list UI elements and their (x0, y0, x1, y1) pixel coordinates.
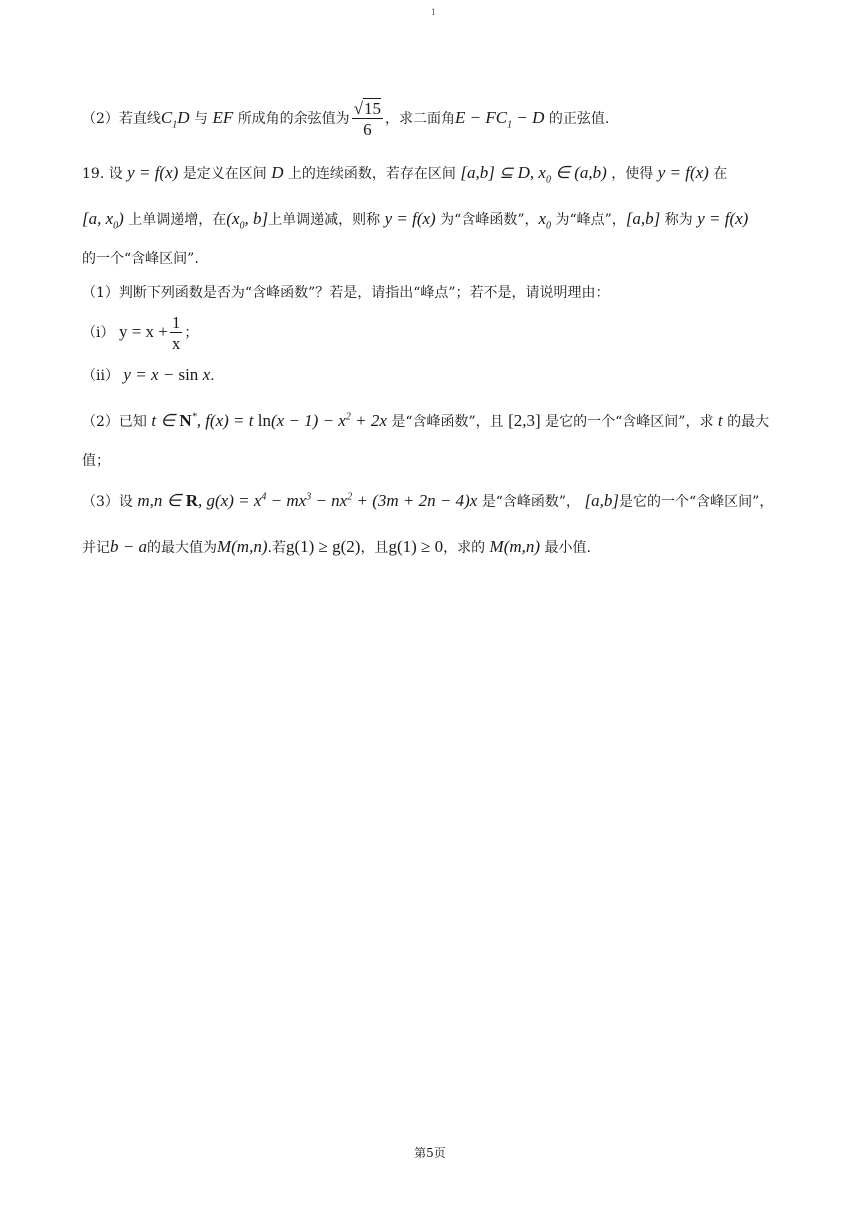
q19-part1: （1）判断下列函数是否为“含峰函数”？若是，请指出“峰点”；若不是，请说明理由： (82, 285, 610, 301)
formula-ab: [a,b] (625, 209, 661, 228)
fraction-1-over-x: $\frac{1}{x}$ (171, 313, 181, 353)
formula-y-fx-2: y = f(x) (657, 163, 709, 182)
formula-interval: [a,b] ⊆ D, $x_0$ ∈ (a,b) (460, 163, 607, 186)
text: （2）若直线 (82, 111, 161, 127)
page-marker: 1 (431, 8, 437, 17)
formula-g1-ge-0: g(1) ≥ 0 (388, 537, 444, 556)
formula-ab-2: [a,b] (584, 491, 619, 510)
text: 与 (194, 111, 208, 127)
formula-t: t (717, 411, 723, 430)
formula-x-minus-sinx: y = x − sin x (123, 365, 211, 384)
formula-c1d: $C_1D$ (160, 108, 190, 131)
text: 的正弦值. (548, 111, 610, 127)
formula-y-fx-3: y = f(x) (384, 209, 436, 228)
formula-b-minus-a: b − a (110, 537, 147, 556)
q19-part1-ii: （ii） y = x − sin x. (82, 365, 215, 384)
q19-line2: [a, $x_0$) 上单调递增，在($x_0$, b]上单调递减，则称 y = f(x) 为“含峰函数”，$x_0$ 为“峰点”，[a,b] 称为 y = f(x) (82, 209, 749, 232)
q19-part1-i: （i） y = x + $\frac{1}{x}$ ； (82, 313, 199, 353)
question-number: 19. (82, 166, 105, 182)
fraction-sqrt15-over-6: $\frac{√15}{6}$ (353, 99, 382, 139)
q19-part2-cont: 值； (82, 453, 110, 469)
text: ，求二面角 (385, 111, 456, 127)
q19-line1: 19. 设 y = f(x) 是定义在区间 D 上的连续函数，若存在区间 [a,b] ⊆ D, $x_0$ ∈ (a,b) ，使得 y = f(x) 在 (82, 163, 728, 186)
formula-mmn-2: M(m,n) (489, 537, 541, 556)
formula-x0-b: ($x_0$, b] (226, 209, 269, 232)
q19-line3: 的一个“含峰区间”. (82, 251, 199, 267)
formula-a-x0: [a, $x_0$) (82, 209, 124, 232)
q19-part2: （2）已知 t ∈ N*, f(x) = t $\ln(x - 1) - x^2 + 2x$ 是“含峰函数”，且 [2,3] 是它的一个“含峰区间”，求 t 的最大 (82, 411, 770, 430)
text: 所成角的余弦值为 (237, 111, 350, 127)
formula-t-fx: t ∈ N*, f(x) = t $\ln(x - 1) - x^2 + 2x$ (151, 411, 387, 430)
q19-part3: （3）设 m,n ∈ R, $g(x) = x^4 - mx^3 - nx^2 + (3m + 2n - 4)x$ 是“含峰函数”， [a,b]是它的一个“含峰区间”， (82, 491, 774, 510)
formula-ef: EF (212, 108, 234, 127)
page-footer: 第5页 (414, 1146, 446, 1160)
formula-g1-ge-g2: g(1) ≥ g(2) (285, 537, 361, 556)
formula-mmn: M(m,n) (216, 537, 268, 556)
formula-x-plus-1-over-x: y = x + (118, 322, 168, 341)
formula-d: D (271, 163, 284, 182)
formula-x0: $x_0$ (538, 209, 552, 232)
prev-problem-part2 (82, 100, 609, 138)
formula-dihedral: $E - FC_1 - D$ (455, 108, 545, 131)
formula-y-fx-4: y = f(x) (697, 209, 749, 228)
formula-gx: m,n ∈ R, $g(x) = x^4 - mx^3 - nx^2 + (3m + 2n - 4)x$ (137, 491, 478, 510)
formula-2-3: [2,3] (508, 411, 541, 430)
formula-y-fx: y = f(x) (127, 163, 179, 182)
q19-part3-cont: 并记b − a的最大值为M(m,n).若g(1) ≥ g(2)，且g(1) ≥ 0，求的 M(m,n) 最小值. (82, 537, 591, 556)
